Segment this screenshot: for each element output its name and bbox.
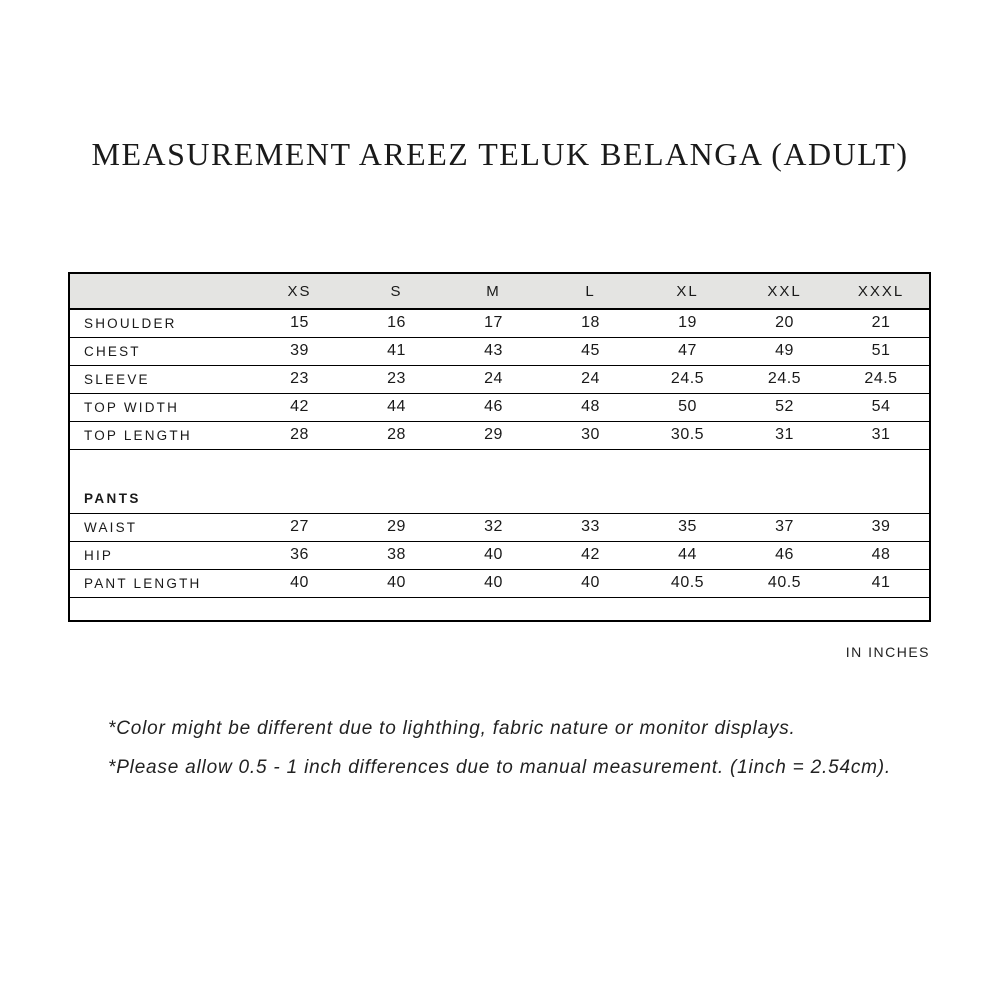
- measurement-value: 35: [678, 518, 697, 535]
- measurement-value: 37: [775, 518, 794, 535]
- measurement-value: 49: [775, 342, 794, 359]
- size-column-header: XXL: [767, 282, 802, 300]
- measurement-value: 23: [387, 370, 406, 387]
- measurement-value: [542, 597, 639, 621]
- footnotes: [108, 718, 891, 796]
- measurement-value: 19: [678, 314, 697, 332]
- measurement-value: 38: [387, 546, 406, 563]
- size-column-header: S: [390, 282, 403, 300]
- measurement-value: 27: [290, 518, 309, 535]
- size-chart-table: [68, 272, 931, 622]
- measurement-value: [348, 597, 445, 621]
- unit-note: IN INCHES: [845, 644, 930, 660]
- measurement-value: 31: [775, 426, 794, 443]
- measurement-row: [69, 365, 930, 393]
- row-label: PANT LENGTH: [84, 575, 202, 591]
- row-label: SLEEVE: [84, 371, 150, 387]
- measurement-row: [69, 393, 930, 421]
- measurement-value: [833, 449, 930, 513]
- measurement-value: 24.5: [767, 370, 802, 387]
- measurement-row: [69, 513, 930, 541]
- measurement-value: 28: [290, 426, 309, 443]
- measurement-row: [69, 541, 930, 569]
- size-chart: [68, 272, 931, 622]
- measurement-value: 17: [484, 314, 503, 332]
- measurement-value: 39: [871, 518, 891, 535]
- measurement-row: [69, 449, 930, 513]
- measurement-row: [69, 309, 930, 337]
- row-label: [69, 597, 251, 621]
- measurement-value: 45: [581, 342, 600, 359]
- size-column-header: XL: [676, 282, 699, 300]
- measurement-value: 48: [581, 398, 600, 415]
- row-label: SHOULDER: [84, 315, 177, 331]
- measurement-value: [445, 597, 542, 621]
- measurement-value: 40.5: [767, 574, 802, 591]
- row-label: TOP LENGTH: [84, 427, 192, 443]
- measurement-value: 54: [871, 398, 891, 415]
- size-column-header: M: [486, 282, 501, 300]
- size-column-header: XXXL: [857, 282, 905, 300]
- measurement-value: 46: [484, 398, 503, 415]
- row-label: HIP: [84, 547, 114, 563]
- size-column-header: XS: [287, 282, 312, 300]
- row-label: CHEST: [84, 343, 141, 359]
- measurement-value: [251, 597, 348, 621]
- measurement-value: 30.5: [670, 426, 705, 443]
- measurement-value: 52: [775, 398, 794, 415]
- measurement-row: [69, 421, 930, 449]
- measurement-value: 41: [871, 574, 891, 591]
- measurement-value: 48: [871, 546, 891, 563]
- page-title: MEASUREMENT AREEZ TELUK BELANGA (ADULT): [91, 136, 909, 172]
- measurement-value: 24: [581, 370, 600, 387]
- measurement-value: 29: [387, 518, 406, 535]
- row-label: WAIST: [84, 519, 138, 535]
- pants-section-label: PANTS: [84, 490, 141, 506]
- measurement-value: 46: [775, 546, 794, 563]
- measurement-value: 40.5: [670, 574, 705, 591]
- measurement-value: [445, 449, 542, 513]
- measurement-value: 23: [290, 370, 309, 387]
- measurement-row: [69, 337, 930, 365]
- measurement-value: 16: [387, 314, 406, 332]
- measurement-value: 40: [581, 574, 600, 591]
- measurement-value: 43: [484, 342, 503, 359]
- measurement-value: 39: [290, 342, 309, 359]
- measurement-value: 50: [678, 398, 697, 415]
- footnote-measurement: *Please allow 0.5 - 1 inch differences due to manual measurement. (1inch = 2.54cm).: [108, 757, 891, 778]
- measurement-value: 30: [581, 426, 600, 443]
- row-label: TOP WIDTH: [84, 399, 180, 415]
- measurement-value: 41: [387, 342, 406, 359]
- measurement-value: 20: [775, 314, 794, 332]
- measurement-value: 29: [484, 426, 503, 443]
- measurement-value: 28: [387, 426, 406, 443]
- measurement-row: [69, 569, 930, 597]
- measurement-value: [833, 597, 930, 621]
- measurement-value: 32: [484, 518, 503, 535]
- measurement-value: 40: [290, 574, 309, 591]
- measurement-value: [251, 449, 348, 513]
- measurement-value: 40: [387, 574, 406, 591]
- measurement-value: 44: [387, 398, 406, 415]
- corner-cell: [69, 273, 251, 309]
- measurement-value: 24: [484, 370, 503, 387]
- measurement-value: 40: [484, 574, 503, 591]
- measurement-value: 40: [484, 546, 503, 563]
- measurement-value: [639, 597, 736, 621]
- measurement-value: 44: [678, 546, 697, 563]
- measurement-value: 31: [871, 426, 891, 443]
- measurement-value: 42: [290, 398, 309, 415]
- size-header-row: [69, 273, 930, 309]
- measurement-value: 24.5: [864, 370, 898, 387]
- measurement-value: 18: [581, 314, 600, 332]
- measurement-value: 36: [290, 546, 309, 563]
- measurement-value: [639, 449, 736, 513]
- measurement-value: 15: [290, 314, 309, 332]
- measurement-value: [348, 449, 445, 513]
- measurement-value: 51: [871, 342, 891, 359]
- size-column-header: L: [585, 282, 596, 300]
- measurement-value: 42: [581, 546, 600, 563]
- measurement-value: 33: [581, 518, 600, 535]
- measurement-value: 47: [678, 342, 697, 359]
- measurement-value: 24.5: [670, 370, 705, 387]
- measurement-value: [736, 597, 833, 621]
- footnote-color: *Color might be different due to lighthing, fabric nature or monitor displays.: [108, 718, 796, 739]
- measurement-value: [736, 449, 833, 513]
- measurement-value: [542, 449, 639, 513]
- measurement-row: [69, 597, 930, 621]
- measurement-value: 21: [871, 314, 891, 332]
